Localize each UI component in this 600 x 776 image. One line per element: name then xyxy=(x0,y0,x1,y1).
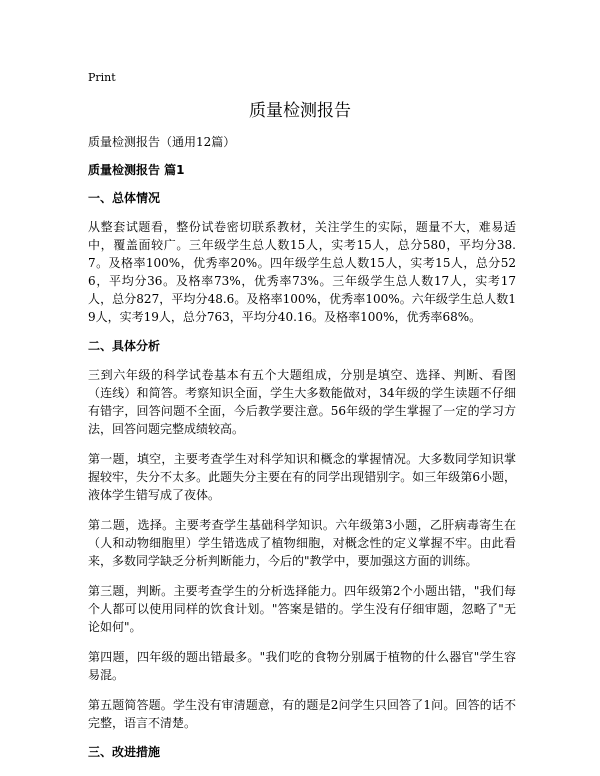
paragraph-question-1: 第一题，填空，主要考查学生对科学知识和概念的掌握情况。大多数同学知识掌握较牢，失分不太多。此题失分主要在有的同学出现错别字。如三年级第6小题，液体学生错写成了夜体。 xyxy=(88,452,516,502)
paragraph-overview: 从整套试题看，整份试卷密切联系教材，关注学生的实际，题量不大，难易适中，覆盖面较广。三年级学生总人数15人，实考15人，总分580，平均分38.7。及格率100%，优秀率20%。四年级学生总人数15人，实考15人，总分526，平均分36。及格率73%，优秀率73%。三年级学生总人数17人，实考17人，总分827，平均分48.6。及格率100%，优秀率100%。六年级学生总人数19人，实考19人，总分763，平均分40.16。及格率100%，优秀率68%。 xyxy=(88,220,516,324)
part-heading: 质量检测报告 篇1 xyxy=(88,163,185,177)
document-title: 质量检测报告 xyxy=(249,101,351,121)
paragraph-question-3: 第三题，判断。主要考查学生的分析选择能力。四年级第2个小题出错，"我们每个人都可以使用同样的饮食计划。"答案是错的。学生没有仔细审题，忽略了"无论如何"。 xyxy=(88,584,516,634)
section-heading-analysis: 二、具体分析 xyxy=(88,339,161,353)
paragraph-question-4: 第四题，四年级的题出错最多。"我们吃的食物分别属于植物的什么器官"学生容易混。 xyxy=(88,650,516,682)
section-heading-improvements: 三、改进措施 xyxy=(88,745,161,759)
document-subtitle: 质量检测报告（通用12篇） xyxy=(88,135,236,149)
print-label: Print xyxy=(88,71,116,84)
section-heading-overview: 一、总体情况 xyxy=(88,191,161,205)
document-body xyxy=(88,134,516,772)
paragraph-question-2: 第二题，选择。主要考查学生基础科学知识。六年级第3小题，乙肝病毒寄生在（人和动物细胞里）学生错选成了植物细胞，对概念性的定义掌握不牢。由此看来，多数同学缺乏分析判断能力，今后的"教学中，要加强这方面的训练。 xyxy=(88,518,516,568)
paragraph-analysis-intro: 三到六年级的科学试卷基本有五个大题组成，分别是填空、选择、判断、看图（连线）和简答。考察知识全面，学生大多数能做对，34年级的学生读题不仔细有错字，回答问题不全面，今后教学要注意。56年级的学生掌握了一定的学习方法，回答问题完整成绩较高。 xyxy=(88,368,516,436)
paragraph-question-5: 第五题简答题。学生没有审清题意，有的题是2问学生只回答了1问。回答的话不完整，语言不清楚。 xyxy=(88,698,516,730)
